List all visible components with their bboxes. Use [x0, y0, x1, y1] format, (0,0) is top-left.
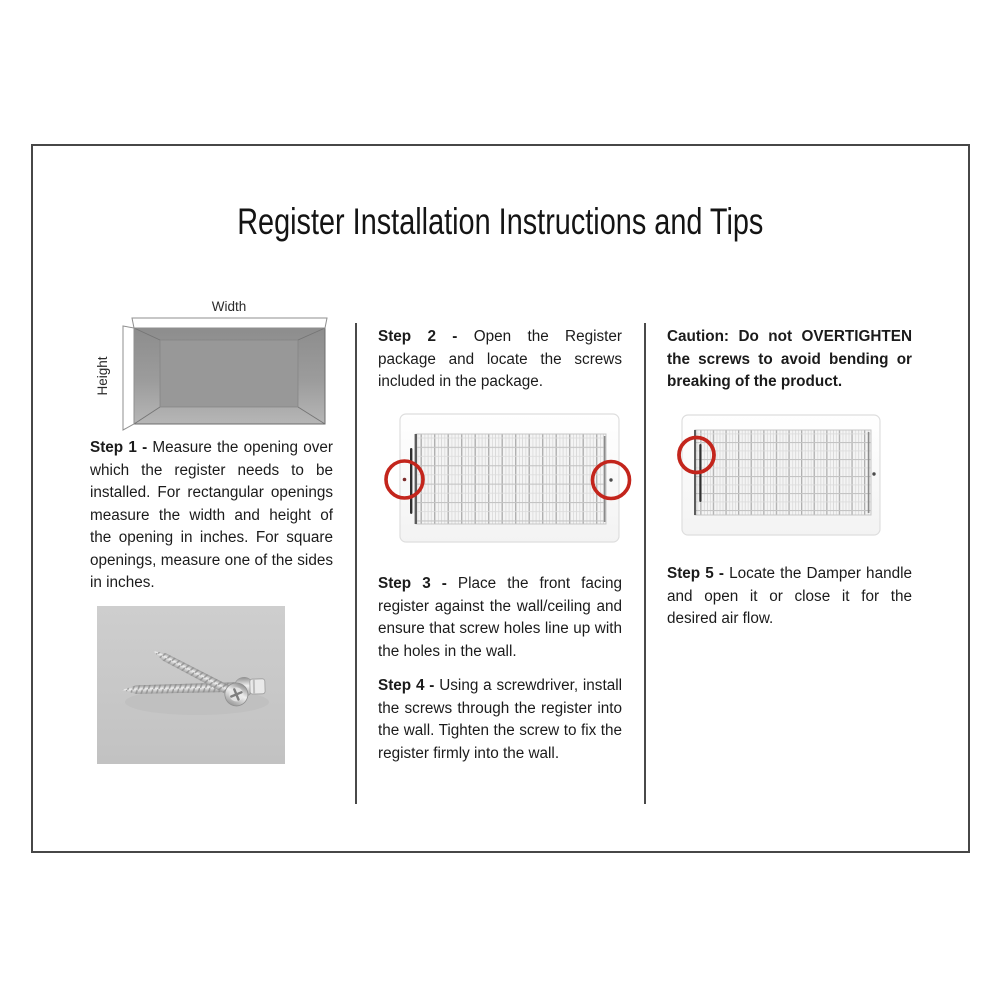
step2-label: Step 2 - — [378, 328, 458, 345]
step3-paragraph — [378, 573, 622, 663]
page-title: Register Installation Instructions and Tips — [236, 201, 764, 242]
step3-text: Place the front facing register against the wall/ceiling and ensure that screw holes line up with the holes in the wall. — [378, 575, 622, 660]
step1-paragraph — [90, 437, 333, 595]
column-divider-2 — [644, 323, 646, 804]
opening-dimensions-diagram — [92, 296, 342, 436]
damper-handle — [410, 448, 412, 514]
step5-paragraph — [667, 563, 912, 631]
height-bracket — [123, 326, 134, 430]
column-divider-1 — [355, 323, 357, 804]
register-photo-screw-holes — [380, 410, 632, 546]
screws-photo — [97, 606, 285, 764]
height-dimension-label: Height — [95, 356, 110, 396]
caution-paragraph — [667, 326, 912, 394]
step4-text: Using a screwdriver, install the screws through the register into the wall. Tighten the screw to fix the register firmly into the wall. — [378, 677, 623, 762]
step2-text: Open the Register package and locate the screws included in the package. — [378, 328, 623, 390]
step5-label: Step 5 - — [667, 565, 724, 582]
right-channel — [604, 436, 606, 522]
louver-grid — [695, 430, 871, 515]
caution-text: Caution: Do not OVERTIGHTEN the screws to avoid bending or breaking of the product. — [667, 328, 912, 390]
screw-hole-left — [403, 478, 407, 482]
step1-text: Measure the opening over which the register needs to be installed. For rectangular openings measure the width and height of the opening in inches. For square openings, measure one of the sides in inches. — [90, 439, 334, 591]
step1-label: Step 1 - — [90, 439, 148, 456]
right-channel — [868, 432, 870, 513]
step5-text: Locate the Damper handle and open it or close it for the desired air flow. — [667, 565, 912, 627]
screw-hole-right — [609, 478, 612, 481]
step4-paragraph — [378, 675, 622, 765]
step2-paragraph — [378, 326, 622, 394]
register-photo-damper — [675, 408, 915, 543]
page-title-wrap — [31, 201, 969, 243]
opening-back-face — [160, 340, 298, 407]
width-dimension-label: Width — [211, 299, 247, 314]
left-channel — [415, 434, 417, 524]
width-bracket — [132, 318, 327, 328]
step3-label: Step 3 - — [378, 575, 447, 592]
step4-label: Step 4 - — [378, 677, 435, 694]
screw-hole-right — [872, 472, 875, 475]
louver-grid — [416, 434, 606, 524]
